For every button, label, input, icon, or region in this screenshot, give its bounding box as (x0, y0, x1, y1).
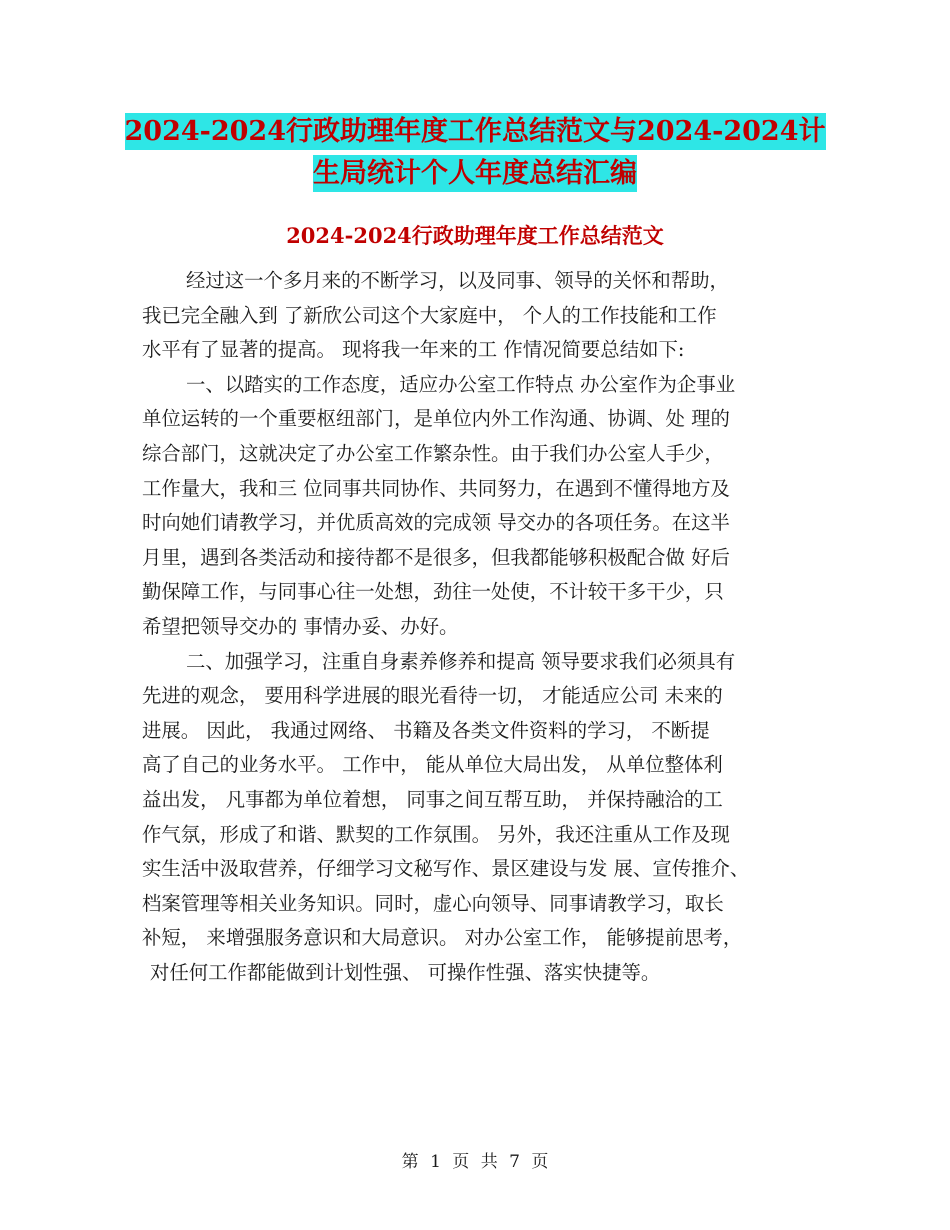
body-line: 一、以踏实的工作态度，适应办公室工作特点 办公室作为企事业 (186, 372, 736, 396)
body-line: 水平有了显著的提高。 现将我一年来的工 作情况简要总结如下: (142, 338, 685, 362)
body-line: 月里，遇到各类活动和接待都不是很多，但我都能够积极配合做 好后 (142, 545, 730, 569)
body-line: 对任何工作都能做到计划性强、 可操作性强、落实快捷等。 (150, 960, 661, 984)
body-line: 高了自己的业务水平。 工作中， 能从单位大局出发， 从单位整体利 (142, 753, 723, 777)
body-line: 综合部门，这就决定了办公室工作繁杂性。由于我们办公室人手少， (142, 441, 724, 465)
body-line: 勤保障工作，与同事心往一处想，劲往一处使，不计较干多干少，只 (142, 580, 724, 604)
body-line: 工作量大，我和三 位同事共同协作、共同努力，在遇到不懂得地方及 (142, 476, 730, 500)
page-number-footer: 第 1 页 共 7 页 (401, 1152, 549, 1172)
body-line: 先进的观念， 要用科学进展的眼光看待一切， 才能适应公司 未来的 (142, 684, 723, 708)
body-line: 我已完全融入到 了新欣公司这个大家庭中， 个人的工作技能和工作 (142, 303, 717, 327)
title-highlight-1: 2024-2024行政助理年度工作总结范文与2024-2024计 (125, 113, 826, 150)
body-line: 单位运转的一个重要枢纽部门，是单位内外工作沟通、协调、处 理的 (142, 407, 730, 431)
body-line: 档案管理等相关业务知识。同时，虚心向领导、同事请教学习，取长 (142, 891, 724, 915)
body-line: 二、加强学习，注重自身素养修养和提高 领导要求我们必须具有 (186, 649, 736, 673)
section-heading: 2024-2024行政助理年度工作总结范文 (286, 223, 664, 248)
body-line: 实生活中汲取营养，仔细学习文秘写作、景区建设与发 展、宣传推介、 (142, 857, 750, 881)
body-line: 时向她们请教学习，并优质高效的完成领 导交办的各项任务。在这半 (142, 511, 730, 535)
document-title-line-1 (0, 110, 950, 154)
document-title-line-2 (0, 152, 950, 196)
body-line: 作气氛，形成了和谐、默契的工作氛围。 另外，我还注重从工作及现 (142, 822, 730, 846)
body-line: 补短， 来增强服务意识和大局意识。 对办公室工作， 能够提前思考， (142, 926, 743, 950)
title-highlight-2: 生局统计个人年度总结汇编 (313, 155, 637, 192)
body-line: 益出发， 凡事都为单位着想， 同事之间互帮互助， 并保持融洽的工 (142, 787, 723, 811)
body-line: 进展。 因此， 我通过网络、 书籍及各类文件资料的学习， 不断提 (142, 718, 710, 742)
body-line: 经过这一个多月来的不断学习，以及同事、领导的关怀和帮助， (186, 269, 729, 292)
body-text (142, 264, 818, 990)
body-line: 希望把领导交办的 事情办妥、办好。 (142, 614, 459, 638)
